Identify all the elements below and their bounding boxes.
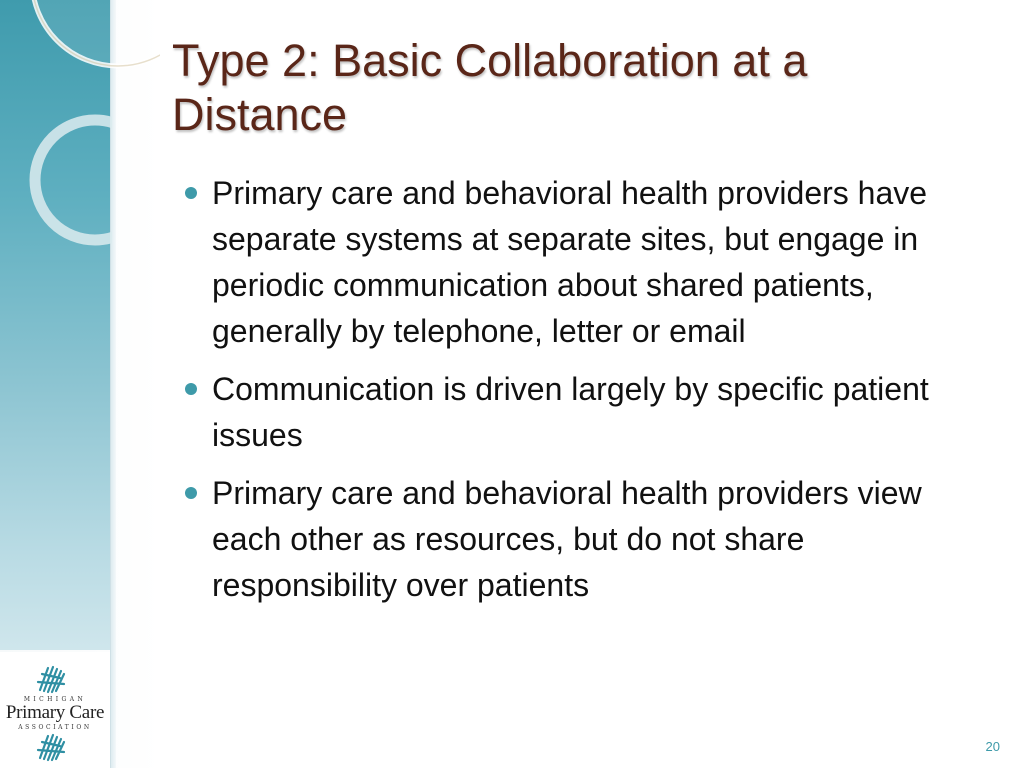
logo-mark-bottom-icon xyxy=(34,732,70,762)
deco-circle-small xyxy=(35,120,155,240)
bullet-item xyxy=(180,170,995,354)
logo-michigan-text: MICHIGAN xyxy=(23,696,87,703)
logo-primary-care-text: Primary Care xyxy=(5,702,105,723)
logo-association-text: ASSOCIATION xyxy=(18,724,92,731)
circle-bullet-icon xyxy=(185,187,197,199)
circle-bullet-icon xyxy=(185,487,197,499)
bullet-text: Primary care and behavioral health providers view each other as resources, but do not share responsibility over patients xyxy=(212,475,922,603)
bullet-item xyxy=(180,366,995,458)
circle-bullet-icon xyxy=(185,383,197,395)
logo xyxy=(0,652,110,768)
bullet-text: Primary care and behavioral health providers have separate systems at separate sites, but engage in periodic communication about shared patients, generally by telephone, letter or email xyxy=(212,175,928,349)
page-number: 20 xyxy=(985,739,1000,754)
bullet-list xyxy=(180,170,995,620)
decorative-circles-icon xyxy=(0,0,160,300)
bullet-item xyxy=(180,470,995,608)
slide-title: Type 2: Basic Collaboration at a Distance xyxy=(172,35,808,140)
bullet-text: Communication is driven largely by specific patient issues xyxy=(212,371,929,453)
logo-mark-top-icon xyxy=(34,664,70,694)
